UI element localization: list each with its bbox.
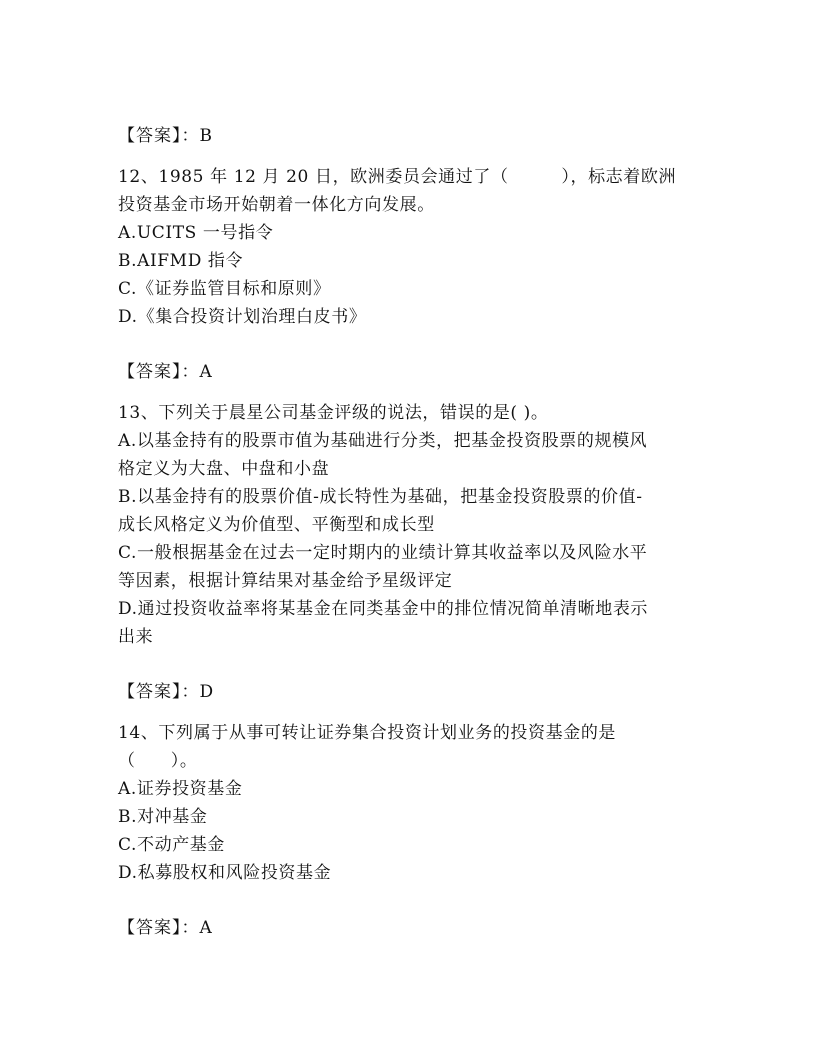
answer-14: 【答案】：A	[118, 918, 213, 938]
question-12-option-b: B.AIFMD 指令	[118, 251, 244, 271]
question-12-stem-line-2: 投资基金市场开始朝着一体化方向发展。	[118, 195, 435, 215]
question-13-stem-line-1: 13、下列关于晨星公司基金评级的说法，错误的是( )。	[118, 403, 549, 423]
question-14-option-d: D.私募股权和风险投资基金	[118, 863, 332, 883]
question-14-option-b: B.对冲基金	[118, 807, 208, 827]
question-12-option-a: A.UCITS 一号指令	[118, 223, 274, 243]
question-12-option-c: C.《证券监管目标和原则》	[118, 279, 331, 299]
question-13-option-a-line-1: A.以基金持有的股票市值为基础进行分类，把基金投资股票的规模风	[118, 431, 648, 451]
question-14-option-c: C.不动产基金	[118, 835, 226, 855]
question-13-option-b-line-2: 成长风格定义为价值型、平衡型和成长型	[118, 515, 435, 535]
question-14-stem-line-2: （ ）。	[118, 751, 198, 771]
question-13-option-d-line-2: 出来	[118, 627, 154, 647]
question-12-stem-line-1: 12、1985 年 12 月 20 日，欧洲委员会通过了（ ），标志着欧洲	[118, 167, 677, 187]
question-13-option-c-line-1: C.一般根据基金在过去一定时期内的业绩计算其收益率以及风险水平	[118, 543, 648, 563]
question-14-stem-line-1: 14、下列属于从事可转让证券集合投资计划业务的投资基金的是	[118, 723, 617, 743]
answer-12: 【答案】：A	[118, 362, 213, 382]
answer-13: 【答案】：D	[118, 682, 215, 702]
question-13-option-a-line-2: 格定义为大盘、中盘和小盘	[118, 459, 330, 479]
question-13-option-c-line-2: 等因素，根据计算结果对基金给予星级评定	[118, 571, 453, 591]
question-13-option-d-line-1: D.通过投资收益率将某基金在同类基金中的排位情况简单清晰地表示	[118, 599, 649, 619]
answer-11: 【答案】：B	[118, 126, 213, 146]
question-13-option-b-line-1: B.以基金持有的股票价值-成长特性为基础，把基金投资股票的价值-	[118, 487, 643, 507]
question-14-option-a: A.证券投资基金	[118, 779, 243, 799]
question-12-option-d: D.《集合投资计划治理白皮书》	[118, 307, 367, 327]
